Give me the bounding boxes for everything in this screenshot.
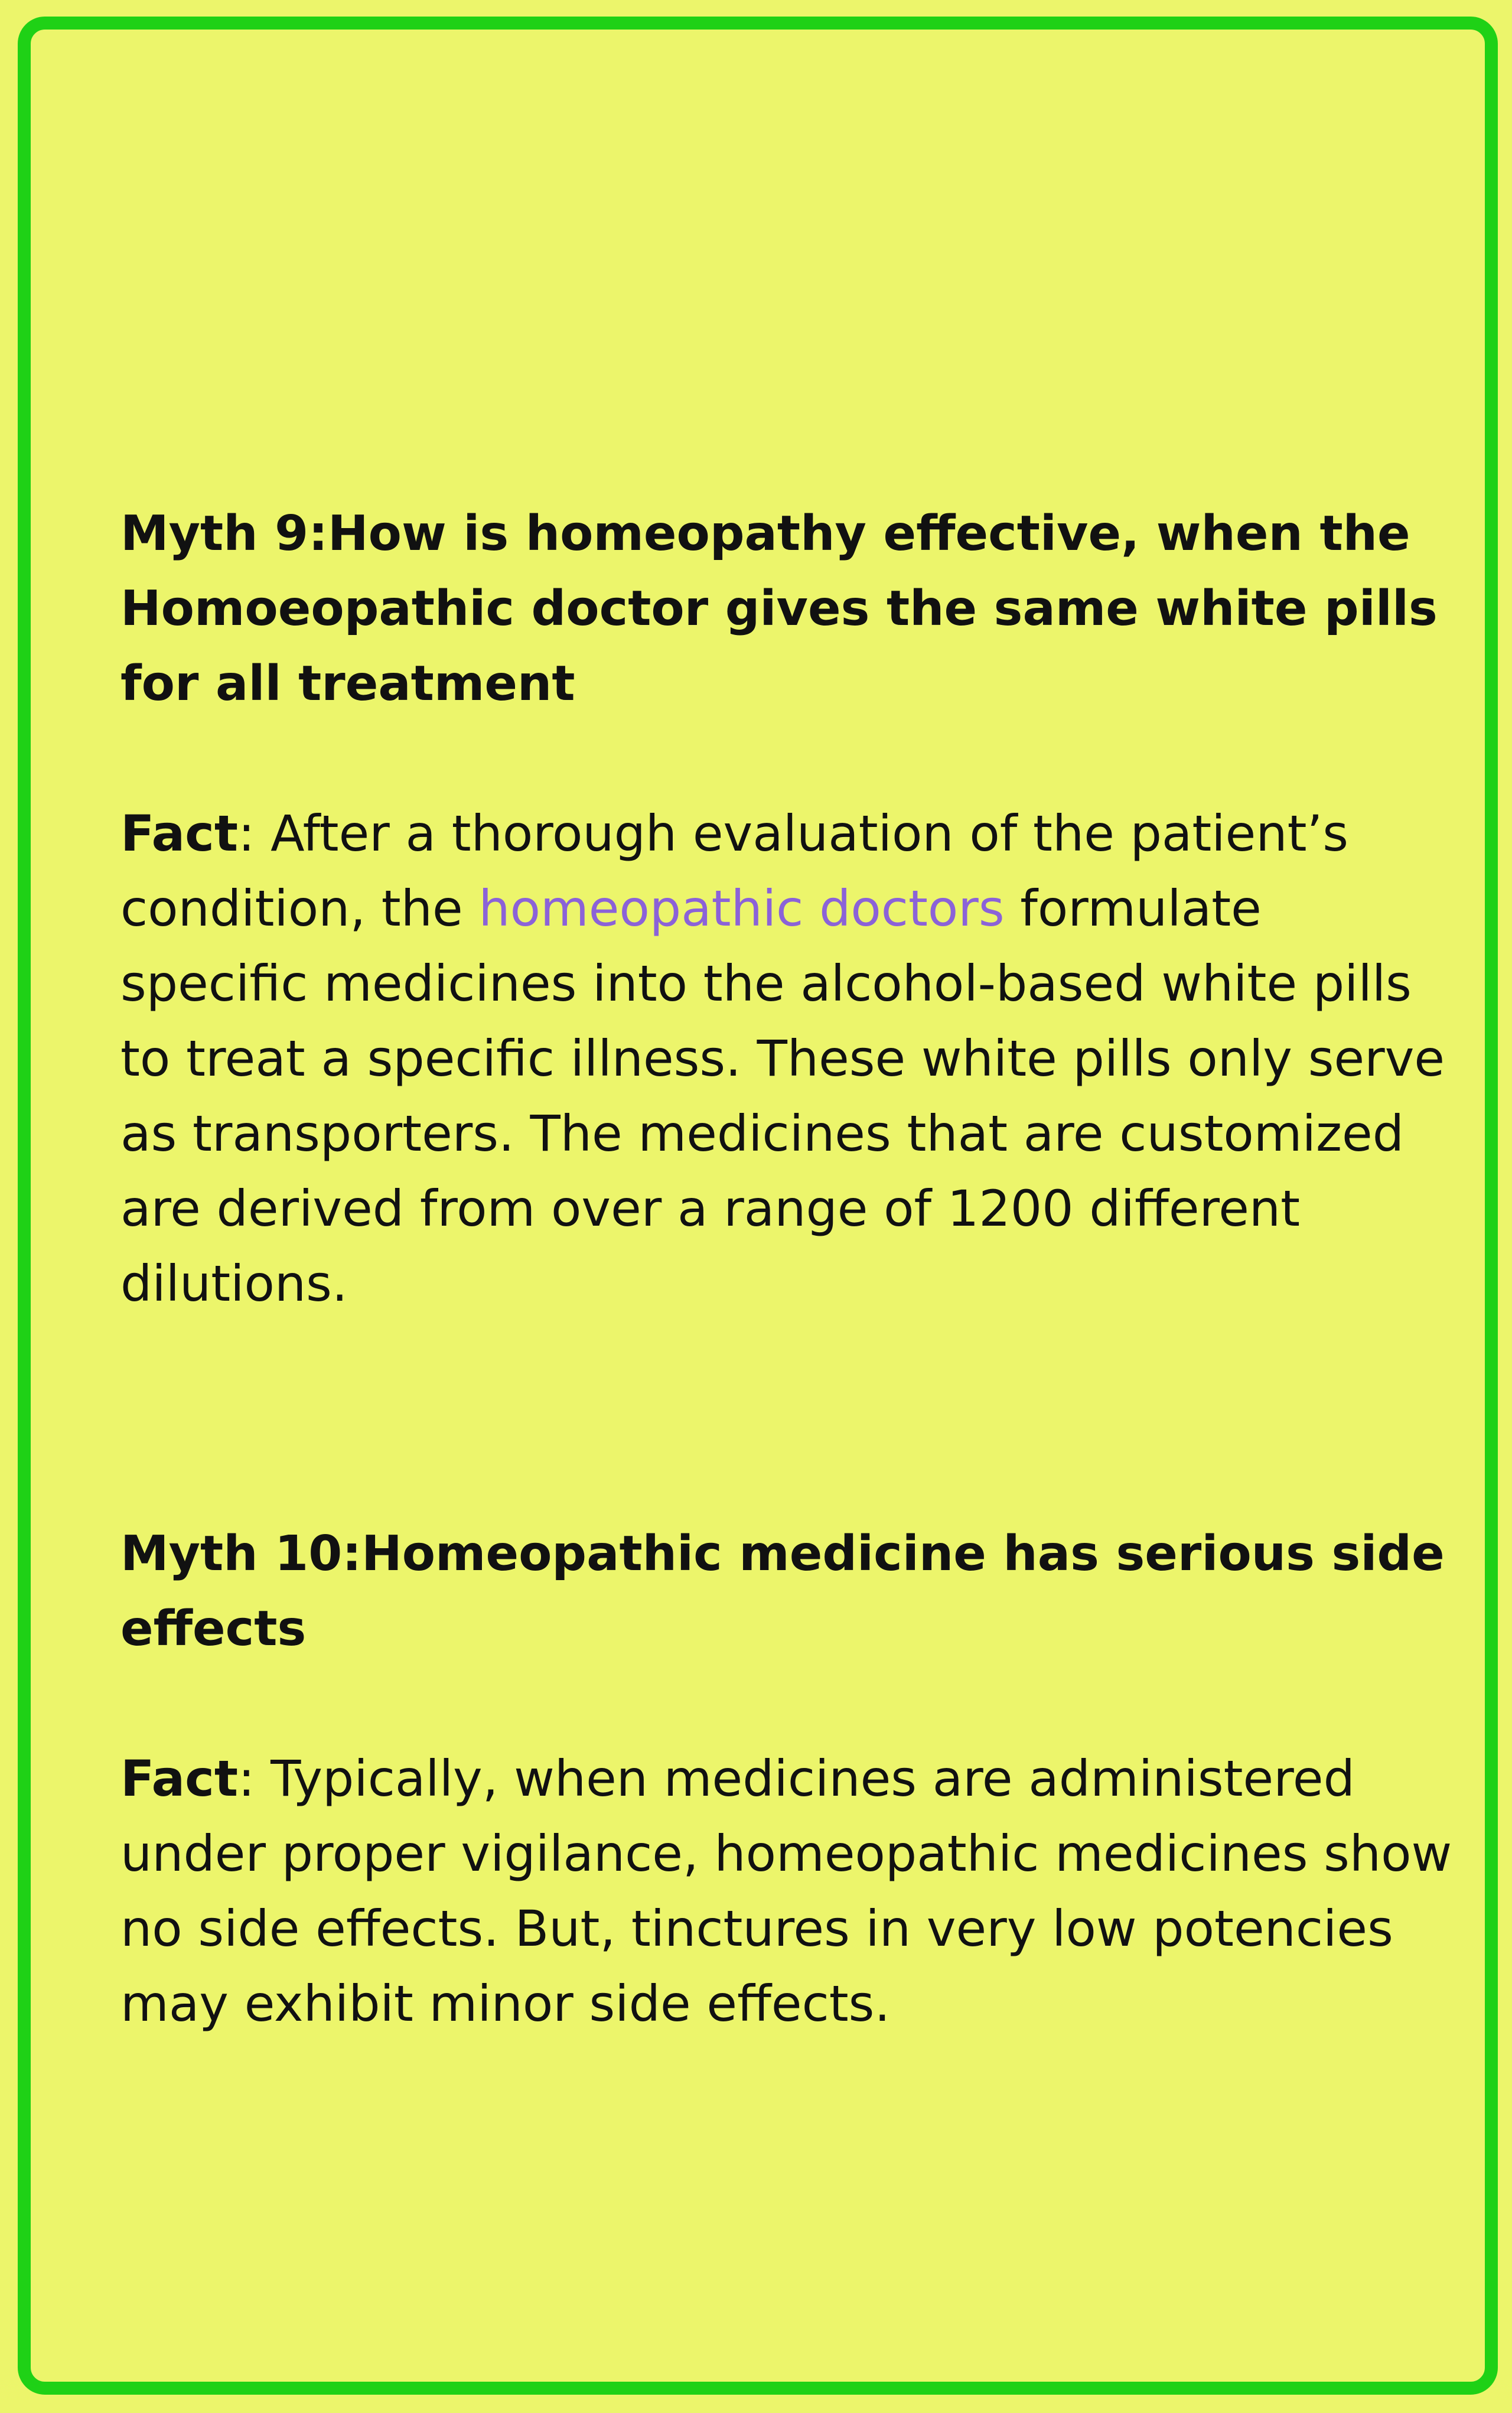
card-content	[120, 496, 1455, 2041]
myth-10-fact-label: Fact	[120, 1750, 239, 1808]
homeopathic-doctors-link[interactable]: homeopathic doctors	[478, 880, 1005, 937]
myth-10-fact-text: : Typically, when medicines are administered under proper vigilance, homeopathic medicines show no side effects. But, tinctures in very low potencies may exhibit minor side effects.	[120, 1750, 1452, 2033]
myth-9-fact-text-before: : After a thorough evaluation of the patient’s condition, the	[120, 805, 1348, 937]
myth-9-fact	[120, 796, 1455, 1321]
myth-10-section	[120, 1516, 1455, 2041]
myth-9-section	[120, 496, 1455, 1321]
info-card	[18, 17, 1498, 2395]
myth-9-title: Myth 9:How is homeopathy effective, when the Homoeopathic doctor gives the same white pills for all treatment	[120, 506, 1438, 712]
myth-10-title: Myth 10:Homeopathic medicine has serious side effects	[120, 1526, 1445, 1657]
myth-9-fact-label: Fact	[120, 805, 239, 862]
myth-10-fact	[120, 1741, 1455, 2041]
myth-9-fact-text-after: formulate specific medicines into the alcohol-based white pills to treat a specific illness. These white pills only serve as transporters. The medicines that are customized are derived from over a range of 1200 different dilutions.	[120, 880, 1445, 1313]
